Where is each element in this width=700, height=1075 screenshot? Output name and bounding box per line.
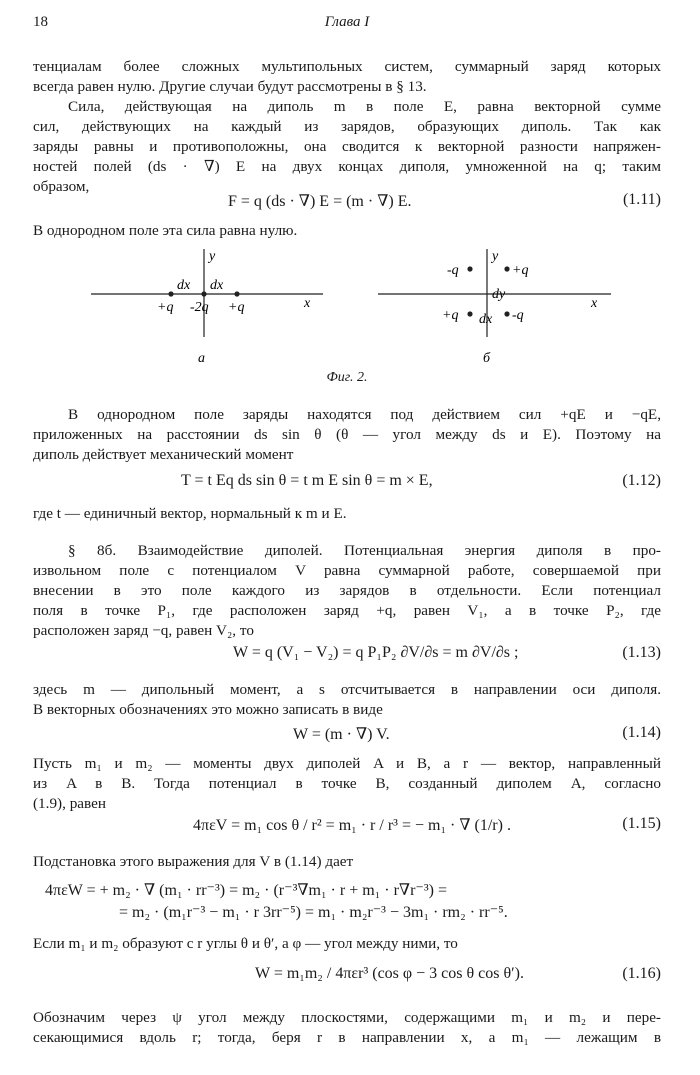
label-charge: +q (442, 308, 459, 323)
charge-point (234, 291, 239, 296)
equation-1-11 (33, 191, 661, 221)
text-line: расположен заряд −q, равен V₂, то (33, 622, 254, 639)
equation-formula: F = q (ds · ∇) E = (m · ∇) E. (228, 193, 412, 210)
text-line: всегда равен нулю. Другие случаи будут рассмотрены в § 13. (33, 78, 427, 95)
charge-point (504, 266, 509, 271)
charge-point (201, 291, 206, 296)
equation-number: (1.15) (622, 815, 661, 832)
text-line: сил, действующих на каждый из зарядов, образующих диполь. Так как (33, 118, 661, 135)
equation-number: (1.16) (622, 965, 661, 982)
text-line: здесь m — дипольный момент, а s отсчитывается в направлении оси диполя. (33, 681, 661, 698)
label-dy: dy (492, 287, 506, 302)
label-charge: +q (228, 300, 245, 315)
text-line: где t — единичный вектор, нормальный к m и E. (33, 505, 347, 522)
equation-1-15 (33, 815, 661, 845)
text-line: поля в точке P₁, где расположен заряд +q, равен V₁, а в точке P₂, где (33, 602, 661, 619)
text-line: заряды равны и противоположны, она сводится к векторной разности напряжен- (33, 138, 661, 155)
charge-point (467, 266, 472, 271)
figure-diagram (33, 245, 661, 370)
paragraph-1 (33, 57, 661, 97)
equation-1-16 (33, 965, 661, 995)
charge-point (168, 291, 173, 296)
text-line: из A в B. Тогда потенциал в точке B, созданный диполем A, согласно (33, 775, 661, 792)
equation-formula: 4πεV = m₁ cos θ / r² = m₁ · r / r³ = − m₁ · ∇ (1/r) . (193, 817, 511, 834)
text-line: секающимися вдоль r; тогда, беря r в направлении x, а m₁ — лежащим в (33, 1029, 661, 1046)
paragraph-7 (33, 680, 661, 720)
text-line: (1.9), равен (33, 795, 106, 812)
text-line: Подстановка этого выражения для V в (1.14) дает (33, 853, 354, 870)
panel-label-a: а (198, 351, 205, 366)
label-charge: -2q (190, 300, 209, 315)
text-line: извольном поле с потенциалом V равна суммарной работе, совершаемой при (33, 562, 661, 579)
text-line: В однородном поле эта сила равна нулю. (33, 222, 298, 239)
text-line: § 8б. Взаимодействие диполей. Потенциальная энергия диполя в про- (68, 542, 661, 559)
paragraph-5 (33, 504, 661, 524)
panel-label-b: б (483, 351, 491, 366)
equation-formula: W = (m · ∇) V. (293, 726, 390, 743)
figure-caption: Фиг. 2. (326, 370, 368, 385)
equation-number: (1.12) (622, 472, 661, 489)
text-line: ностей полей (ds · ∇) E на двух концах диполя, умноженной на q; таким (33, 158, 661, 175)
chapter-title: Глава I (324, 14, 370, 30)
equation-formula: W = m₁m₂ / 4πεr³ (cos φ − 3 cos θ cos θ′). (255, 965, 524, 982)
label-dx: dx (210, 278, 224, 293)
paragraph-11 (33, 1008, 661, 1048)
page-number: 18 (33, 14, 48, 30)
text-line: Пусть m₁ и m₂ — моменты двух диполей A и B, а r — вектор, направленный (33, 755, 661, 772)
paragraph-8 (33, 754, 661, 814)
equation-1-14 (33, 724, 661, 754)
equation-number: (1.14) (622, 724, 661, 741)
text-line: тенциалам более сложных мультипольных систем, суммарный заряд которых (33, 58, 661, 75)
charge-point (504, 311, 509, 316)
axis-label-y: y (492, 249, 499, 264)
text-line: образом, (33, 178, 90, 195)
figure-panel-a (91, 249, 323, 366)
text-line: диполь действует механический момент (33, 446, 294, 463)
book-page (33, 0, 661, 1075)
text-line: Сила, действующая на диполь m в поле E, равна векторной сумме (68, 98, 661, 115)
equation-1-13 (33, 644, 661, 674)
equation-formula: W = q (V₁ − V₂) = q P₁P₂ ∂V/∂s = m ∂V/∂s ; (233, 644, 519, 661)
paragraph-9 (33, 852, 661, 872)
text-line: внесении в это поле каждого из зарядов в отдельности. Если потенциал (33, 582, 661, 599)
paragraph-6 (33, 541, 661, 641)
equation-long-2 (33, 902, 661, 932)
equation-number: (1.11) (622, 191, 661, 208)
label-charge: -q (512, 308, 524, 323)
label-dx: dx (177, 278, 191, 293)
equation-formula: 4πεW = + m₂ · ∇ (m₁ · rr⁻³) = m₂ · (r⁻³∇m₁ · r + m₁ · r∇r⁻³) = (45, 882, 448, 899)
charge-point (467, 311, 472, 316)
equation-number: (1.13) (622, 644, 661, 661)
paragraph-10 (33, 934, 661, 954)
text-line: Обозначим через ψ угол между плоскостями, содержащими m₁ и m₂ и пере- (33, 1009, 661, 1026)
figure-2 (33, 245, 661, 385)
paragraph-3 (33, 221, 661, 241)
page-header (33, 14, 661, 36)
label-charge: +q (512, 263, 529, 278)
label-charge: -q (447, 263, 459, 278)
equation-formula: = m₂ · (m₁r⁻³ − m₁ · r 3rr⁻⁵) = m₁ · m₂r⁻³ − 3m₁ · rm₂ · rr⁻⁵. (119, 904, 508, 921)
axis-label-x: x (304, 296, 311, 311)
equation-1-12 (33, 472, 661, 502)
paragraph-4 (33, 405, 661, 465)
paragraph-2 (33, 97, 661, 197)
label-dx: dx (479, 312, 493, 327)
text-line: приложенных на расстоянии ds sin θ (θ — угол между ds и E). Поэтому на (33, 426, 661, 443)
label-charge: +q (157, 300, 174, 315)
text-line: В однородном поле заряды находятся под действием сил +qE и −qE, (68, 406, 661, 423)
axis-label-x: x (591, 296, 598, 311)
text-line: В векторных обозначениях это можно записать в виде (33, 701, 383, 718)
text-line: Если m₁ и m₂ образуют с r углы θ и θ′, а φ — угол между ними, то (33, 935, 458, 952)
axis-label-y: y (209, 249, 216, 264)
figure-panel-b (378, 249, 611, 366)
equation-formula: T = t Eq ds sin θ = t m E sin θ = m × E, (181, 472, 433, 489)
